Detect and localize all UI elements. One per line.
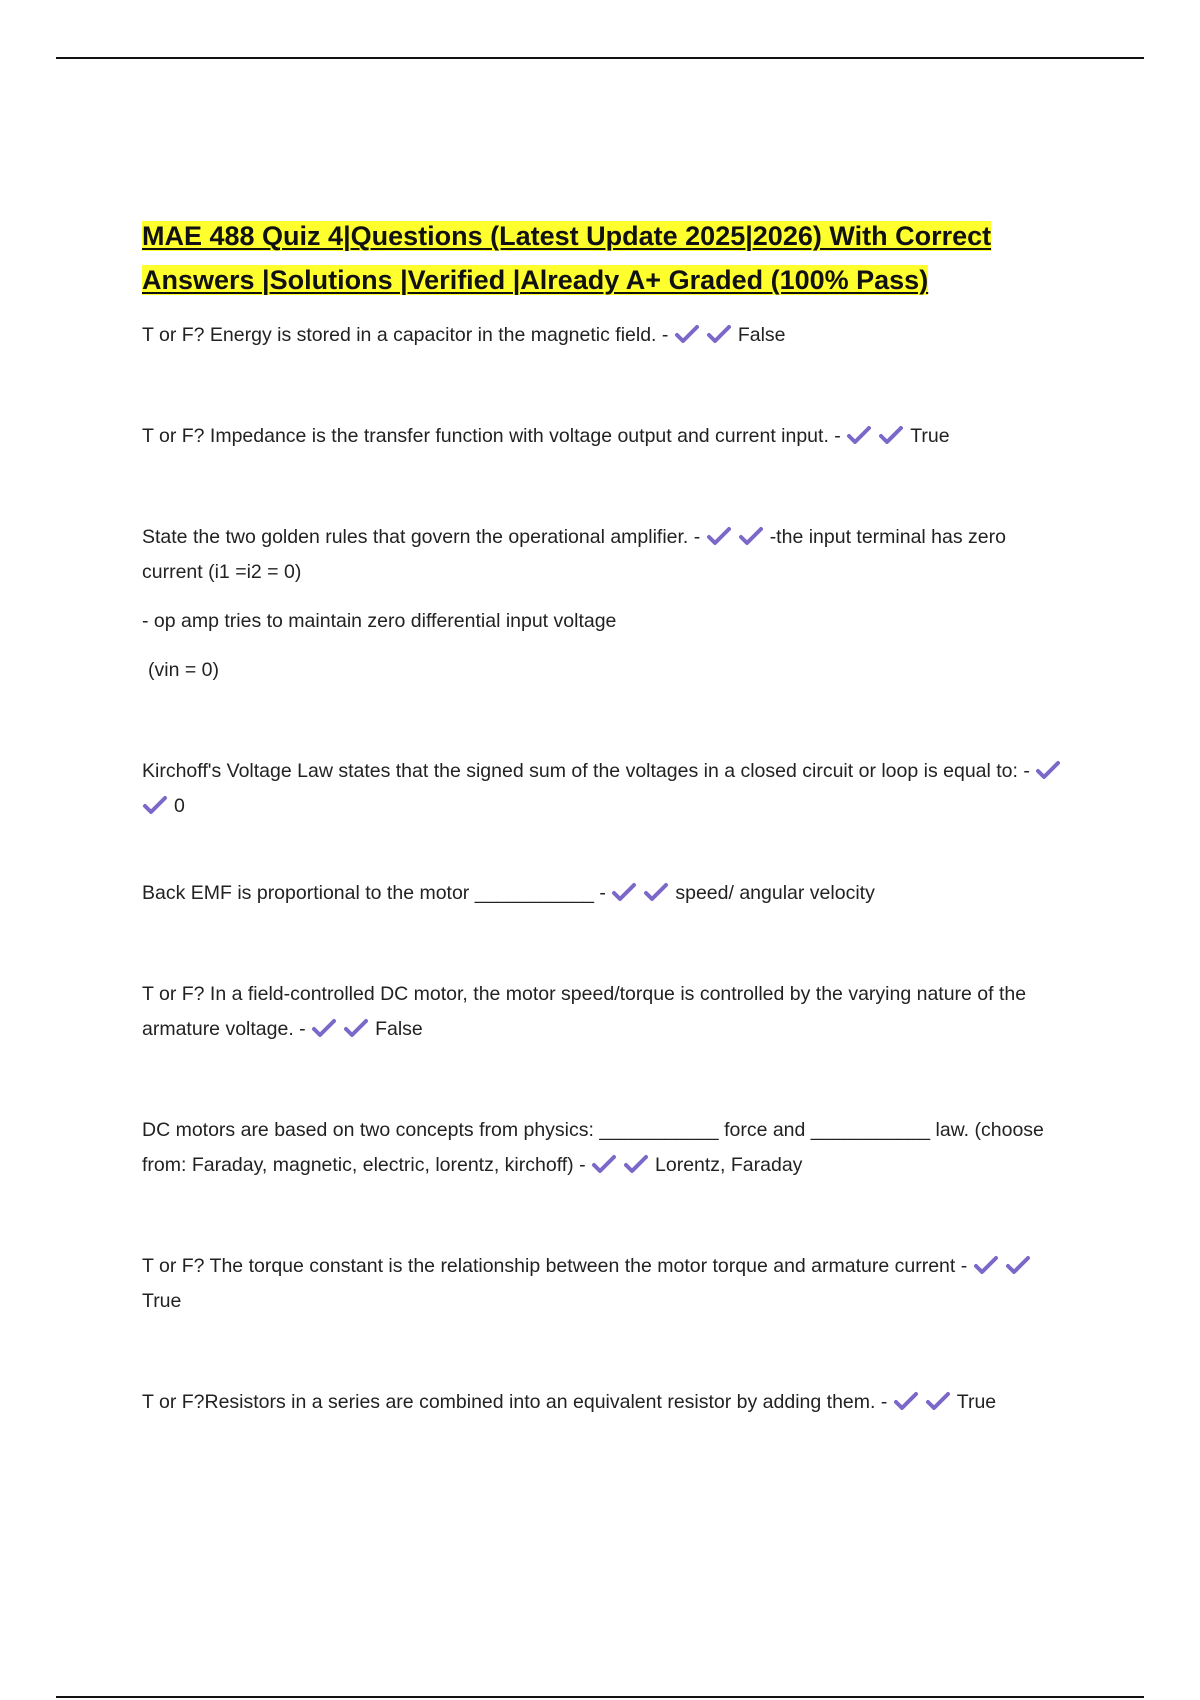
qa-item-5: [142, 876, 1072, 911]
check-icon: [591, 1154, 617, 1174]
answer-text: speed/ angular velocity: [675, 882, 875, 904]
qa-item-1: [142, 318, 1072, 353]
check-icon: [1005, 1255, 1031, 1275]
qa-item-3: [142, 520, 1072, 688]
question-text: DC motors are based on two concepts from physics: ___________ force and ___________ law. (choose from: Faraday, magnetic, electric, lorentz, kirchoff) -: [142, 1119, 1044, 1176]
question-text: Back EMF is proportional to the motor ___________ -: [142, 882, 606, 904]
answer-text: True: [910, 425, 950, 447]
answer-text: True: [142, 1290, 182, 1312]
question-text: T or F? Energy is stored in a capacitor in the magnetic field. -: [142, 324, 669, 346]
check-icon: [142, 795, 168, 815]
question-text: T or F? In a field-controlled DC motor, the motor speed/torque is controlled by the varying nature of the armature voltage. -: [142, 983, 1027, 1040]
answer-text: True: [956, 1391, 997, 1413]
answer-text: False: [375, 1018, 423, 1040]
question-text: T or F? The torque constant is the relationship between the motor torque and armature current -: [142, 1255, 968, 1277]
check-icon: [643, 882, 669, 902]
answer-text: False: [737, 324, 786, 346]
check-icon: [706, 526, 732, 546]
qa-line: [142, 1385, 1072, 1420]
footer-rule: [56, 1696, 1144, 1698]
check-icon: [738, 526, 764, 546]
document-body: [142, 214, 1072, 1420]
question-text: T or F?Resistors in a series are combined into an equivalent resistor by adding them. -: [142, 1391, 888, 1413]
qa-line: [142, 754, 1072, 824]
answer-text: 0: [174, 795, 185, 817]
qa-line: [142, 1249, 1072, 1319]
check-icon: [973, 1255, 999, 1275]
check-icon: [925, 1391, 951, 1411]
answer-continuation: - op amp tries to maintain zero differential input voltage: [142, 610, 617, 632]
qa-item-9: [142, 1385, 1072, 1420]
qa-line: [142, 1113, 1072, 1183]
qa-item-8: [142, 1249, 1072, 1319]
check-icon: [878, 425, 904, 445]
question-text: State the two golden rules that govern the operational amplifier. -: [142, 526, 701, 548]
document-title: MAE 488 Quiz 4|Questions (Latest Update 2025|2026) With Correct Answers |Solutions |Verified |Already A+ Graded (100% Pass): [142, 221, 992, 295]
qa-item-6: [142, 977, 1072, 1047]
qa-line: [142, 977, 1072, 1047]
question-text: Kirchoff's Voltage Law states that the signed sum of the voltages in a closed circuit or loop is equal to: -: [142, 760, 1030, 782]
qa-line: [142, 520, 1072, 590]
question-text: T or F? Impedance is the transfer function with voltage output and current input. -: [142, 425, 841, 447]
check-icon: [674, 324, 700, 344]
qa-line: [142, 876, 1072, 911]
check-icon: [706, 324, 732, 344]
qa-item-2: [142, 419, 1072, 454]
qa-line: [142, 419, 1072, 454]
check-icon: [611, 882, 637, 902]
header-rule: [56, 57, 1144, 59]
check-icon: [846, 425, 872, 445]
check-icon: [893, 1391, 919, 1411]
qa-item-4: [142, 754, 1072, 824]
answer-continuation: (vin = 0): [148, 659, 219, 681]
qa-item-7: [142, 1113, 1072, 1183]
qa-line: [142, 318, 1072, 353]
check-icon: [1035, 760, 1061, 780]
check-icon: [343, 1018, 369, 1038]
check-icon: [623, 1154, 649, 1174]
answer-text: Lorentz, Faraday: [655, 1154, 803, 1176]
check-icon: [311, 1018, 337, 1038]
answer-text: -the input terminal has zero current (i1 =i2 = 0): [142, 526, 1006, 583]
